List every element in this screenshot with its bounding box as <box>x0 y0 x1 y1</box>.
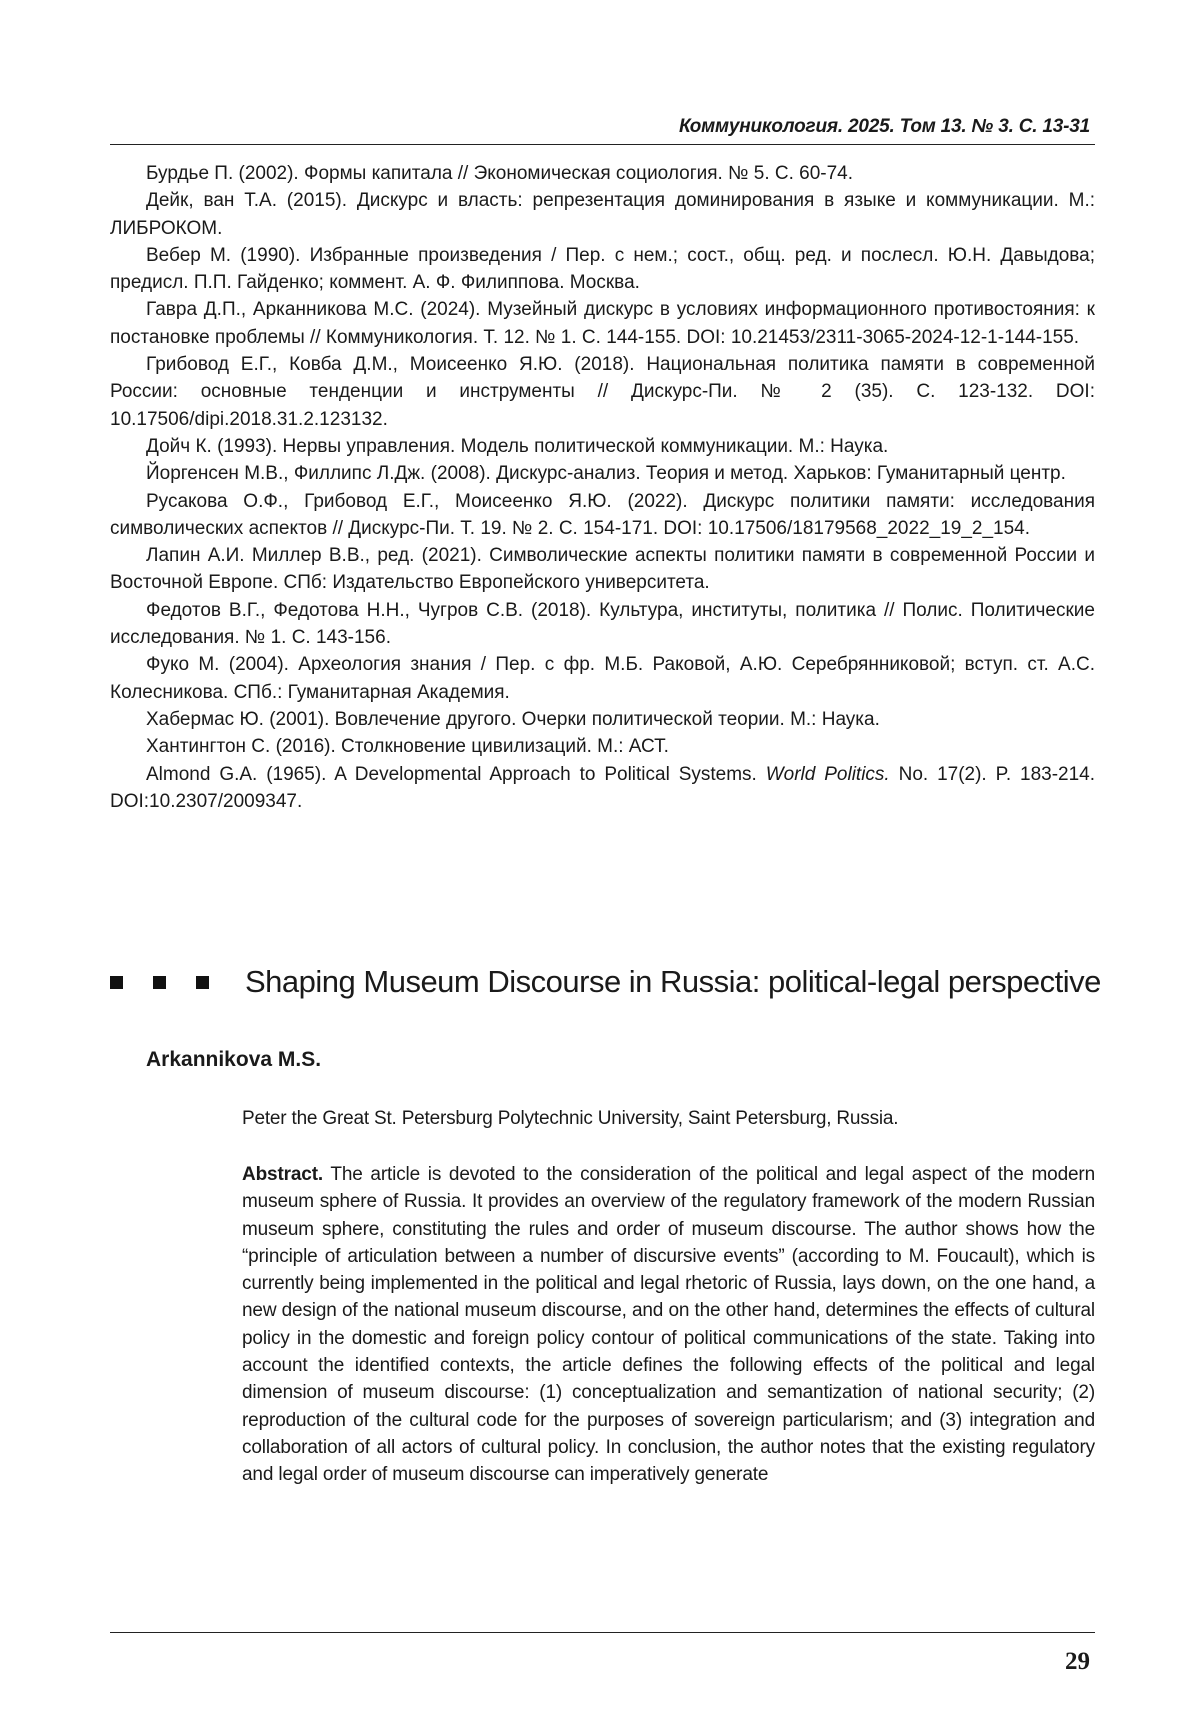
reference-item: Гавра Д.П., Арканникова М.С. (2024). Музейный дискурс в условиях информационного противостояния: к постановке проблемы // Коммуникология. Т. 12. № 1. С. 144-155. DOI: 10.21453/2311-3065-2024-12-1-144-155. <box>110 299 1095 348</box>
page-number: 29 <box>1065 1648 1090 1675</box>
reference-item: Йоргенсен М.В., Филлипс Л.Дж. (2008). Дискурс-анализ. Теория и метод. Харьков: Гуманитарный центр. <box>146 463 1066 485</box>
abstract <box>242 1161 1095 1489</box>
author-name: Arkannikova M.S. <box>146 1048 322 1071</box>
reference-item: Грибовод Е.Г., Ковба Д.М., Моисеенко Я.Ю. (2018). Национальная политика памяти в современной России: основные тенденции и инструменты // Дискурс-Пи. № 2 (35). С. 123-132. DOI: 10.17506/dipi.2018.31.2.123132. <box>110 354 1095 430</box>
reference-item: Дейк, ван Т.А. (2015). Дискурс и власть: репрезентация доминирования в языке и коммуникации. М.: ЛИБРОКОМ. <box>110 190 1095 239</box>
reference-item: Лапин А.И. Миллер В.В., ред. (2021). Символические аспекты политики памяти в современной России и Восточной Европе. СПб: Издательство Европейского университета. <box>110 545 1095 594</box>
reference-item: Хантингтон С. (2016). Столкновение цивилизаций. М.: АСТ. <box>146 736 669 758</box>
reference-item: Бурдье П. (2002). Формы капитала // Экономическая социология. № 5. С. 60-74. <box>146 163 854 184</box>
reference-item: Дойч К. (1993). Нервы управления. Модель политической коммуникации. М.: Наука. <box>146 435 889 457</box>
running-head: Коммуникология. 2025. Том 13. № 3. С. 13-31 <box>678 116 1090 137</box>
abstract-label: Abstract. <box>242 1164 324 1185</box>
journal-name: World Politics. <box>765 763 890 785</box>
article-title-row <box>110 960 1101 1004</box>
reference-item: Федотов В.Г., Федотова Н.Н., Чугров С.В. (2018). Культура, институты, политика // Полис. Политические исследования. № 1. С. 143-156. <box>110 599 1095 649</box>
reference-text: No. 17(2). P. 183-214. DOI:10.2307/2009347. <box>110 763 1096 812</box>
reference-item: Фуко М. (2004). Археология знания / Пер. с фр. М.Б. Раковой, А.Ю. Серебрянниковой; вступ. ст. А.С. Колесникова. СПб.: Гуманитарная Академия. <box>110 654 1095 703</box>
reference-item: Русакова О.Ф., Грибовод Е.Г., Моисеенко Я.Ю. (2022). Дискурс политики памяти: исследования символических аспектов // Дискурс-Пи. Т. 19. № 2. С. 154-171. DOI: 10.17506/18179568_2022_19_2_154. <box>110 490 1095 539</box>
abstract-text: The article is devoted to the consideration of the political and legal aspect of the modern museum sphere of Russia. It provides an overview of the regulatory framework of the modern Russian museum sphere, constituting the rules and order of museum discourse. The author shows how the “principle of articulation between a number of discursive events” (according to M. Foucault), which is currently being implemented in the political and legal rhetoric of Russia, lays down, on the one hand, a new design of the national museum discourse, and on the other hand, determines the effects of cultural policy in the domestic and foreign policy contour of political communications of the state. Taking into account the identified contexts, the article defines the following effects of the political and legal dimension of museum discourse: (1) conceptualization and semantization of national security; (2) reproduction of the cultural code for the purposes of sovereign particularism; and (3) integration and collaboration of all actors of cultural policy. In conclusion, the author notes that the existing regulatory and legal order of museum discourse can imperatively generate <box>242 1164 1095 1486</box>
reference-list <box>110 160 1095 815</box>
author-affiliation: Peter the Great St. Petersburg Polytechnic University, Saint Petersburg, Russia. <box>242 1108 899 1129</box>
reference-text: Almond G.A. (1965). A Developmental Approach to Political Systems. <box>146 763 766 785</box>
header-rule <box>110 144 1095 145</box>
footer-rule <box>110 1632 1095 1633</box>
reference-item: Вебер М. (1990). Избранные произведения / Пер. с нем.; сост., общ. ред. и послесл. Ю.Н. Давыдова; предисл. П.П. Гайденко; коммент. А. Ф. Филиппова. Москва. <box>110 244 1095 294</box>
square-bullet-icon <box>196 976 209 989</box>
square-bullet-icon <box>110 976 123 989</box>
square-bullet-icon <box>153 976 166 989</box>
reference-item <box>110 761 1095 816</box>
reference-item: Хабермас Ю. (2001). Вовлечение другого. Очерки политической теории. М.: Наука. <box>146 708 880 730</box>
article-title: Shaping Museum Discourse in Russia: political-legal perspective <box>245 964 1101 999</box>
